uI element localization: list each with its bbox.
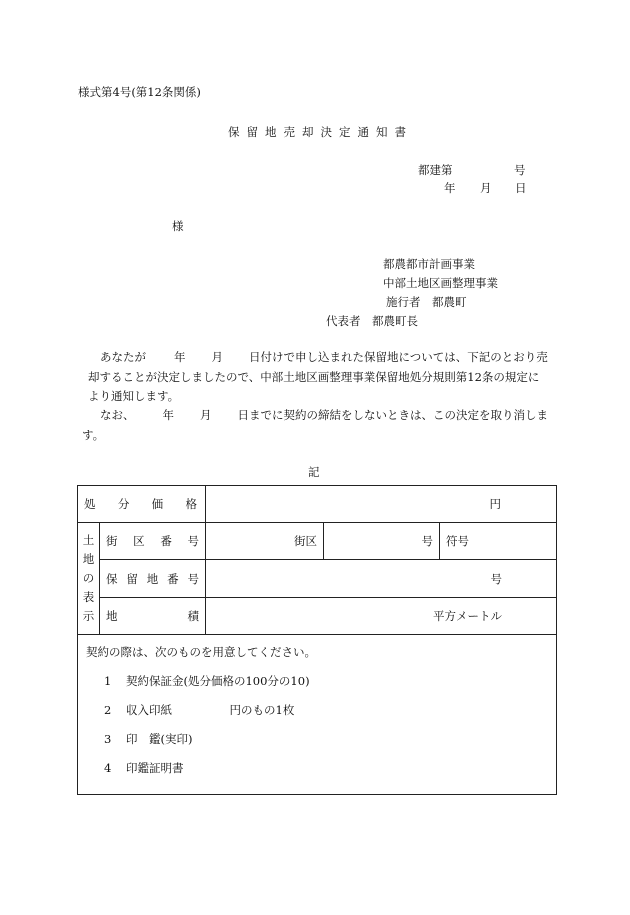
price-label-char: 分 bbox=[117, 497, 130, 511]
price-value-cell bbox=[206, 486, 557, 523]
requirements-cell bbox=[78, 635, 557, 795]
p2-line-2: す。 bbox=[82, 427, 105, 442]
date-day: 日 bbox=[515, 181, 527, 195]
price-label-cell bbox=[78, 486, 206, 523]
p2-year: 年 bbox=[162, 408, 174, 422]
body-paragraph-1 bbox=[88, 348, 558, 407]
block-label-char: 街 bbox=[106, 534, 118, 548]
p2-text-b: 日までに契約の締結をしないときは、この決定を取り消しま bbox=[237, 408, 548, 422]
issuer-line-2: 中部土地区画整理事業 bbox=[383, 276, 498, 290]
disposal-table bbox=[77, 485, 557, 795]
page-title: 保留地売却決定通知書 bbox=[228, 125, 413, 139]
land-label-char: 示 bbox=[82, 609, 95, 623]
land-label-cell bbox=[78, 523, 100, 635]
requirements-heading: 契約の際は、次のものを用意してください。 bbox=[86, 645, 316, 659]
requirement-num: 1 bbox=[104, 674, 112, 688]
issuer-line-4: 代表者 都農町長 bbox=[326, 314, 418, 328]
requirement-item bbox=[86, 761, 548, 776]
block-num-cell bbox=[324, 523, 440, 560]
reserve-label-char: 留 bbox=[126, 571, 138, 586]
price-label-char: 価 bbox=[151, 497, 164, 511]
reserve-label-char: 号 bbox=[187, 571, 199, 586]
requirement-text: 印 鑑(実印) bbox=[126, 732, 193, 746]
price-label-char: 格 bbox=[185, 497, 197, 511]
date-year: 年 bbox=[444, 181, 456, 195]
requirement-text: 契約保証金(処分価格の100分の10) bbox=[126, 674, 310, 688]
p1-line-3: より通知します。 bbox=[88, 389, 180, 403]
p1-line-2: 却することが決定しましたので、中部土地区画整理事業保留地処分規則第12条の規定に bbox=[88, 369, 540, 384]
block-label-char: 号 bbox=[187, 534, 199, 548]
requirement-text: 印鑑証明書 bbox=[126, 761, 184, 775]
issuer-line-3: 施行者 都農町 bbox=[386, 295, 467, 309]
requirement-text: 収入印紙 円のもの1枚 bbox=[126, 703, 295, 717]
ki-heading: 記 bbox=[308, 465, 320, 479]
reserve-label-cell bbox=[100, 560, 206, 598]
p1-text-b: 日付けで申し込まれた保留地については、下記のとおり売 bbox=[249, 350, 548, 364]
price-unit: 円 bbox=[489, 497, 501, 511]
block-code-label: 符号 bbox=[446, 534, 469, 548]
block-code-cell bbox=[440, 523, 557, 560]
requirement-item bbox=[86, 674, 548, 689]
p1-year: 年 bbox=[174, 350, 186, 364]
doc-number-suffix: 号 bbox=[514, 163, 526, 177]
area-label-cell bbox=[100, 598, 206, 635]
land-label-char: 表 bbox=[82, 590, 95, 604]
price-label-char: 処 bbox=[84, 497, 96, 511]
block-value-cell bbox=[206, 523, 324, 560]
body-paragraph-2 bbox=[82, 406, 552, 445]
p1-text-a: あなたが bbox=[100, 350, 146, 364]
area-unit: 平方メートル bbox=[433, 609, 502, 623]
block-num-unit: 号 bbox=[421, 534, 433, 548]
addressee-suffix: 様 bbox=[172, 219, 184, 233]
land-label-char: の bbox=[82, 571, 95, 585]
reserve-unit: 号 bbox=[490, 571, 502, 586]
requirement-num: 3 bbox=[104, 732, 112, 746]
requirement-item bbox=[86, 732, 548, 747]
block-unit: 街区 bbox=[294, 534, 317, 548]
block-label-char: 番 bbox=[160, 534, 172, 548]
p2-month: 月 bbox=[200, 408, 212, 422]
requirement-num: 2 bbox=[104, 703, 112, 717]
block-label-char: 区 bbox=[133, 534, 145, 548]
land-label-char: 地 bbox=[82, 552, 95, 566]
issuer-line-1: 都農都市計画事業 bbox=[383, 257, 475, 271]
requirement-num: 4 bbox=[104, 761, 112, 775]
requirement-item bbox=[86, 703, 548, 718]
reserve-label-char: 番 bbox=[167, 571, 179, 586]
date-month: 月 bbox=[480, 181, 492, 195]
area-label-char: 地 bbox=[106, 609, 118, 623]
reserve-value-cell bbox=[206, 560, 557, 598]
reserve-label-char: 地 bbox=[146, 571, 159, 586]
land-label-char: 土 bbox=[82, 533, 95, 547]
form-number: 様式第4号(第12条関係) bbox=[78, 85, 201, 99]
area-value-cell bbox=[206, 598, 557, 635]
p1-month: 月 bbox=[211, 350, 223, 364]
reserve-label-char: 保 bbox=[106, 571, 118, 586]
p2-text-a: なお、 bbox=[100, 408, 135, 422]
block-label-cell bbox=[100, 523, 206, 560]
area-label-char: 積 bbox=[187, 609, 199, 623]
doc-number-prefix: 都建第 bbox=[418, 163, 453, 177]
